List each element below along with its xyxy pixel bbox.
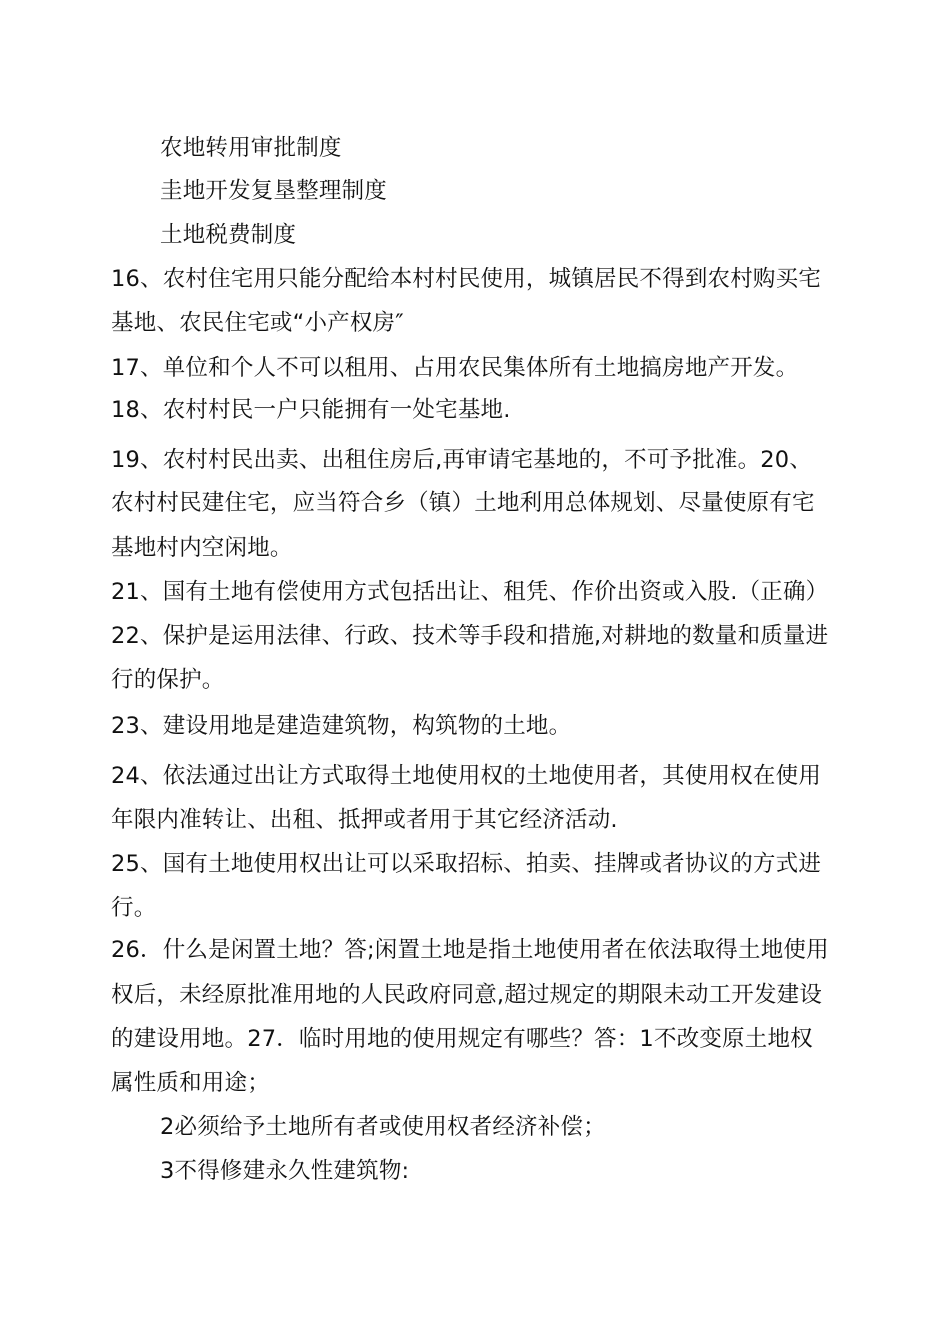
text-line: 17、单位和个人不可以租用、占用农民集体所有土地搞房地产开发。: [111, 355, 799, 381]
text-line: 2必须给予土地所有者或使用权者经济补偿；: [160, 1114, 606, 1140]
text-line: 行的保护。: [111, 667, 225, 693]
text-line: 土地税费制度: [160, 222, 297, 248]
text-line: 农村村民建住宅，应当符合乡（镇）土地利用总体规划、尽量使原有宅: [111, 490, 815, 516]
text-line: 25、国有土地使用权出让可以采取招标、拍卖、挂牌或者协议的方式进: [111, 851, 822, 877]
text-line: 基地村内空闲地。: [111, 535, 293, 561]
text-line: 的建设用地。27．临时用地的使用规定有哪些？答：1不改变原土地权: [111, 1026, 813, 1052]
text-line: 年限内准转让、出租、抵押或者用于其它经济活动.: [111, 807, 618, 833]
text-line: 22、保护是运用法律、行政、技术等手段和措施,对耕地的数量和质量进: [111, 623, 829, 649]
text-line: 农地转用审批制度: [160, 135, 342, 161]
text-line: 圭地开发复垦整理制度: [160, 178, 388, 204]
text-line: 19、农村村民出卖、出租住房后,再审请宅基地的，不可予批准。20、: [111, 447, 813, 473]
text-line: 16、农村住宅用只能分配给本村村民使用，城镇居民不得到农村购买宅: [111, 266, 822, 292]
text-line: 24、依法通过出让方式取得土地使用权的土地使用者，其使用权在使用: [111, 763, 822, 789]
text-line: 3不得修建永久性建筑物:: [160, 1158, 410, 1184]
text-line: 属性质和用途；: [111, 1070, 270, 1096]
text-line: 基地、农民住宅或“小产权房″: [111, 310, 404, 336]
text-line: 18、农村村民一户只能拥有一处宅基地.: [111, 397, 511, 423]
text-line: 26．什么是闲置土地？答;闲置土地是指土地使用者在依法取得土地使用: [111, 937, 829, 963]
text-line: 行。: [111, 895, 157, 921]
text-line: 21、国有土地有偿使用方式包括出让、租凭、作价出资或入股.（正确）: [111, 579, 829, 605]
text-line: 权后，未经原批准用地的人民政府同意,超过规定的期限未动工开发建设: [111, 982, 823, 1008]
text-line: 23、建设用地是建造建筑物，构筑物的土地。: [111, 713, 572, 739]
